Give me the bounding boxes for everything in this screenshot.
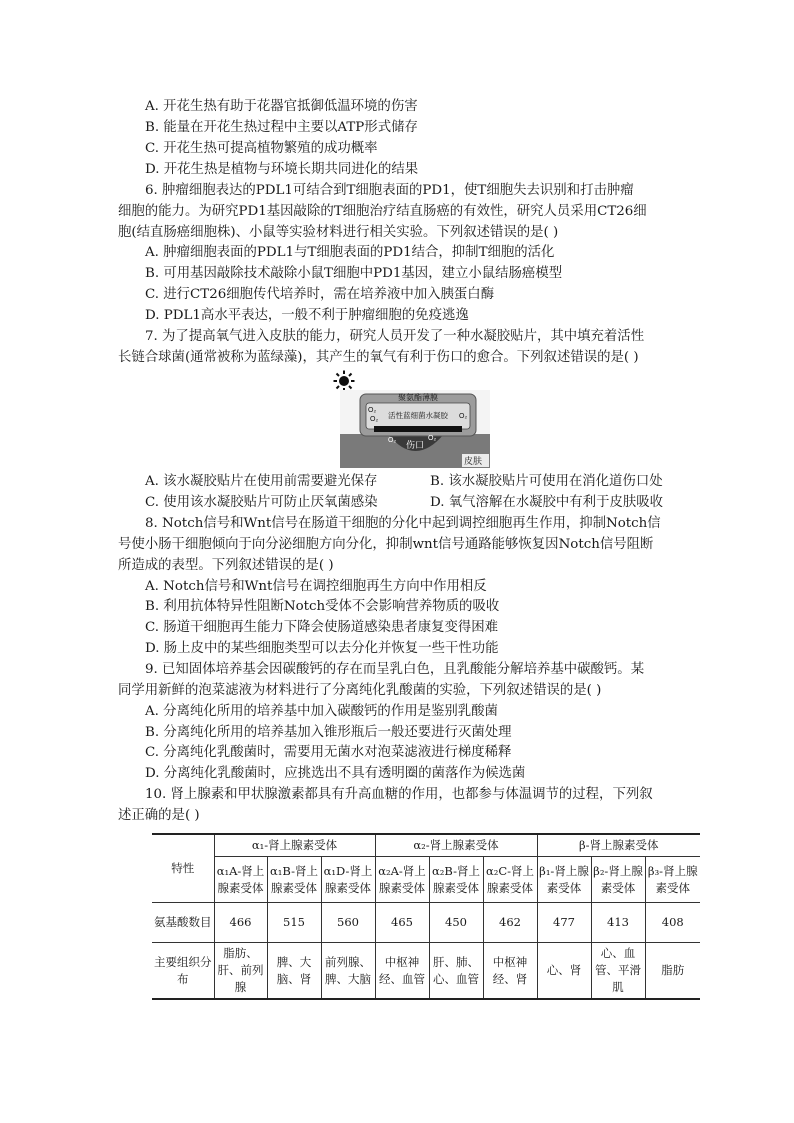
table-corner-header: 特性 xyxy=(152,834,214,903)
wound-label: 伤口 xyxy=(406,440,425,450)
table-cell: 脾、大脑、肾 xyxy=(267,943,321,1000)
table-subtype-header: α₂A-肾上腺素受体 xyxy=(375,857,429,903)
q6-option-c: C. 进行CT26细胞传代培养时，需在培养液中加入胰蛋白酶 xyxy=(145,287,495,302)
table-subtype-header: α₁A-肾上腺素受体 xyxy=(214,857,267,903)
o2-label: O₂ xyxy=(428,435,437,442)
table-cell: 413 xyxy=(591,903,645,943)
table-subtype-header: α₂C-肾上腺素受体 xyxy=(483,857,537,903)
q5-option-b: B. 能量在开花生热过程中主要以ATP形式储存 xyxy=(145,120,418,135)
o2-label: O₂ xyxy=(459,413,468,420)
table-cell: 462 xyxy=(483,903,537,943)
adrenergic-receptor-table xyxy=(152,833,700,1000)
table-subtype-header: β₂-肾上腺素受体 xyxy=(591,857,645,903)
table-cell: 465 xyxy=(375,903,429,943)
table-cell: 515 xyxy=(267,903,321,943)
film-label: 聚氨酯薄膜 xyxy=(398,393,438,402)
q5-option-d: D. 开花生热是植物与环境长期共同进化的结果 xyxy=(145,162,419,177)
q10-stem-line2: 述正确的是( ) xyxy=(118,808,200,823)
table-cell: 中枢神经、血管 xyxy=(375,943,429,1000)
q7-option-d: D. 氧气溶解在水凝胶中有利于皮肤吸收 xyxy=(430,495,664,510)
skin-label: 皮肤 xyxy=(464,456,483,466)
q9-stem-line2: 同学用新鲜的泡菜滤液为材料进行了分离纯化乳酸菌的实验，下列叙述错误的是( ) xyxy=(118,683,602,698)
q8-option-b: B. 利用抗体特异性阻断Notch受体不会影响营养物质的吸收 xyxy=(145,599,500,614)
q6-stem-line3: 胞(结直肠癌细胞株)、小鼠等实验材料进行相关实验。下列叙述错误的是( ) xyxy=(118,225,559,240)
q9-option-c: C. 分离纯化乳酸菌时，需要用无菌水对泡菜滤液进行梯度稀释 xyxy=(145,745,512,760)
q6-stem-line1: 6. 肿瘤细胞表达的PDL1可结合到T细胞表面的PD1，使T细胞失去识别和打击肿瘤 xyxy=(145,183,634,198)
table-cell: 中枢神经、肾 xyxy=(483,943,537,1000)
o2-label: O₂ xyxy=(370,416,379,423)
table-cell: 脂肪、肝、前列腺 xyxy=(214,943,267,1000)
q9-option-d: D. 分离纯化乳酸菌时，应挑选出不具有透明圈的菌落作为候选菌 xyxy=(145,766,526,781)
q9-option-a: A. 分离纯化所用的培养基中加入碳酸钙的作用是鉴别乳酸菌 xyxy=(145,704,498,719)
q6-option-d: D. PDL1高水平表达，一般不利于肿瘤细胞的免疫逃逸 xyxy=(145,308,469,323)
table-row-label: 主要组织分布 xyxy=(152,943,214,1000)
o2-label: O₂ xyxy=(368,407,377,414)
table-row-label: 氨基酸数目 xyxy=(152,903,214,943)
o2-label: O₂ xyxy=(388,437,397,444)
q8-stem-line3: 所造成的表型。下列叙述错误的是( ) xyxy=(118,558,334,573)
table-cell: 前列腺、脾、大脑 xyxy=(321,943,375,1000)
sun-icon xyxy=(333,370,355,392)
table-group-header: β-肾上腺素受体 xyxy=(537,834,700,857)
q8-stem-line2: 号使小肠干细胞倾向于向分泌细胞方向分化，抑制wnt信号通路能够恢复因Notch信号阻断 xyxy=(118,537,654,552)
table-group-header: α₁-肾上腺素受体 xyxy=(214,834,375,857)
q8-option-d: D. 肠上皮中的某些细胞类型可以去分化并恢复一些干性功能 xyxy=(145,641,499,656)
q7-option-a: A. 该水凝胶贴片在使用前需要避光保存 xyxy=(145,474,378,489)
table-cell: 477 xyxy=(537,903,591,943)
table-subtype-header: α₁B-肾上腺素受体 xyxy=(267,857,321,903)
q7-option-b: B. 该水凝胶贴片可使用在消化道伤口处 xyxy=(430,474,663,489)
gel-label: 活性蓝细菌水凝胶 xyxy=(388,411,448,420)
table-cell: 心、血管、平滑肌 xyxy=(591,943,645,1000)
table-cell: 466 xyxy=(214,903,267,943)
table-subtype-header: α₁D-肾上腺素受体 xyxy=(321,857,375,903)
hydrogel-patch-diagram xyxy=(340,390,490,468)
table-group-header: α₂-肾上腺素受体 xyxy=(375,834,537,857)
q7-stem-line1: 7. 为了提高氧气进入皮肤的能力，研究人员开发了一种水凝胶贴片，其中填充着活性 xyxy=(145,329,645,344)
table-cell: 450 xyxy=(429,903,483,943)
q8-stem-line1: 8. Notch信号和Wnt信号在肠道干细胞的分化中起到调控细胞再生作用，抑制Notch信 xyxy=(145,516,661,531)
table-subtype-header: β₁-肾上腺素受体 xyxy=(537,857,591,903)
table-subtype-header: α₂B-肾上腺素受体 xyxy=(429,857,483,903)
q8-option-c: C. 肠道干细胞再生能力下降会使肠道感染患者康复变得困难 xyxy=(145,620,499,635)
q9-option-b: B. 分离纯化所用的培养基加入锥形瓶后一般还要进行灭菌处理 xyxy=(145,725,512,740)
table-cell: 肝、肺、心、血管 xyxy=(429,943,483,1000)
q6-option-a: A. 肿瘤细胞表面的PDL1与T细胞表面的PD1结合，抑制T细胞的活化 xyxy=(145,245,555,260)
q6-option-b: B. 可用基因敲除技术敲除小鼠T细胞中PD1基因，建立小鼠结肠癌模型 xyxy=(145,266,563,281)
q7-option-c: C. 使用该水凝胶贴片可防止厌氧菌感染 xyxy=(145,495,378,510)
q10-stem-line1: 10. 肾上腺素和甲状腺激素都具有升高血糖的作用，也都参与体温调节的过程，下列叙 xyxy=(145,787,653,802)
table-cell: 心、肾 xyxy=(537,943,591,1000)
table-cell: 408 xyxy=(645,903,700,943)
q6-stem-line2: 细胞的能力。为研究PD1基因敲除的T细胞治疗结直肠癌的有效性，研究人员采用CT26细 xyxy=(118,204,647,219)
q7-stem-line2: 长链合球菌(通常被称为蓝绿藻)，其产生的氧气有利于伤口的愈合。下列叙述错误的是( ) xyxy=(118,350,639,365)
q5-option-a: A. 开花生热有助于花器官抵御低温环境的伤害 xyxy=(145,99,418,114)
table-cell: 脂肪 xyxy=(645,943,700,1000)
table-subtype-header: β₃-肾上腺素受体 xyxy=(645,857,700,903)
q9-stem-line1: 9. 已知固体培养基会因碳酸钙的存在而呈乳白色，且乳酸能分解培养基中碳酸钙。某 xyxy=(145,662,645,677)
q5-option-c: C. 开花生热可提高植物繁殖的成功概率 xyxy=(145,141,378,156)
table-cell: 560 xyxy=(321,903,375,943)
q8-option-a: A. Notch信号和Wnt信号在调控细胞再生方向中作用相反 xyxy=(145,579,487,594)
